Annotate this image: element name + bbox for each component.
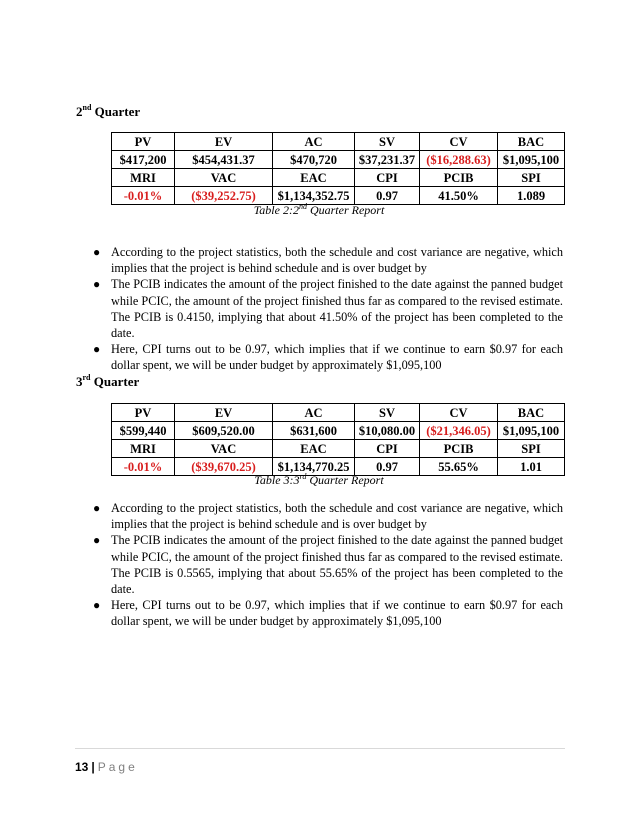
table-cell: BAC	[498, 404, 565, 422]
table-cell-negative: ($16,288.63)	[420, 151, 498, 169]
table-cell: CV	[420, 133, 498, 151]
table-caption	[0, 473, 638, 488]
table-row	[112, 422, 565, 440]
list-item	[93, 244, 563, 276]
table-cell: MRI	[112, 440, 175, 458]
caption-text: Quarter Report	[306, 473, 384, 487]
table-cell: EV	[175, 404, 273, 422]
table-header-row	[112, 404, 565, 422]
table-cell: $454,431.37	[175, 151, 273, 169]
table-cell: MRI	[112, 169, 175, 187]
list-item	[93, 500, 563, 532]
list-item	[93, 597, 563, 629]
caption-ordinal: rd	[299, 472, 307, 481]
table-cell: PCIB	[420, 440, 498, 458]
table-cell: 1.089	[498, 187, 565, 205]
table-cell: CPI	[355, 440, 420, 458]
bullet-icon: ●	[93, 533, 101, 548]
table-cell: EAC	[273, 440, 355, 458]
table-cell: $37,231.37	[355, 151, 420, 169]
table-cell: $10,080.00	[355, 422, 420, 440]
footer-divider	[75, 748, 565, 749]
bullet-text: The PCIB indicates the amount of the project finished to the date against the panned budget while PCIC, the amount of the project finished thus far as compared to the revised estimate. The PCIB is 0.4150, implying that about 41.50% of the project has been completed to the date.	[111, 277, 563, 341]
table-cell: BAC	[498, 133, 565, 151]
table-cell: $599,440	[112, 422, 175, 440]
caption-ordinal: nd	[298, 202, 307, 211]
footer-separator: |	[91, 760, 95, 774]
table-cell: $1,095,100	[498, 422, 565, 440]
bullet-icon: ●	[93, 598, 101, 613]
caption-prefix: Table 2:2	[253, 203, 299, 217]
table-cell: $1,095,100	[498, 151, 565, 169]
list-item	[93, 341, 563, 373]
table-cell: EV	[175, 133, 273, 151]
table-cell-negative: ($21,346.05)	[420, 422, 498, 440]
table-cell: SV	[355, 133, 420, 151]
list-item	[93, 276, 563, 341]
bullet-icon: ●	[93, 342, 101, 357]
table-row	[112, 187, 565, 205]
table-cell: 1.01	[498, 458, 565, 476]
table-cell: 41.50%	[420, 187, 498, 205]
heading-number: 2	[76, 104, 83, 119]
table-cell: PV	[112, 133, 175, 151]
table-cell: CPI	[355, 169, 420, 187]
quarter-report-table-3rd	[111, 403, 565, 476]
bullet-text: The PCIB indicates the amount of the project finished to the date against the panned budget while PCIC, the amount of the project finished thus far as compared to the revised estimate. The PCIB is 0.5565, implying that about 55.65% of the project has been completed to the date.	[111, 533, 563, 597]
list-item	[93, 532, 563, 597]
table-cell: VAC	[175, 169, 273, 187]
bullet-icon: ●	[93, 245, 101, 259]
bullet-icon: ●	[93, 277, 101, 292]
heading-ordinal: nd	[82, 103, 92, 112]
bullet-text: According to the project statistics, both the schedule and cost variance are negative, which implies that the project is behind schedule and is over budget by	[111, 245, 563, 276]
heading-ordinal: rd	[82, 373, 91, 382]
bullet-icon: ●	[93, 501, 101, 515]
page-footer	[75, 760, 138, 774]
table-cell: $1,134,770.25	[273, 458, 355, 476]
heading-text: Quarter	[93, 374, 140, 389]
table-cell: 0.97	[355, 458, 420, 476]
table-cell: $609,520.00	[175, 422, 273, 440]
table-row	[112, 151, 565, 169]
quarter-report-table-2nd	[111, 132, 565, 205]
table-cell: PCIB	[420, 169, 498, 187]
section-heading-2nd-quarter	[76, 104, 140, 120]
table-cell: $470,720	[273, 151, 355, 169]
table-cell: SPI	[498, 169, 565, 187]
bullet-text: According to the project statistics, both the schedule and cost variance are negative, which implies that the project is behind schedule and is over budget by	[111, 501, 563, 532]
table-cell: 0.97	[355, 187, 420, 205]
table-cell: $631,600	[273, 422, 355, 440]
table-header-row	[112, 169, 565, 187]
page-number: 13	[75, 760, 89, 774]
heading-number: 3	[76, 374, 83, 389]
table-cell: SPI	[498, 440, 565, 458]
caption-text: Quarter Report	[306, 203, 385, 217]
table-cell: SV	[355, 404, 420, 422]
table-cell: $1,134,352.75	[273, 187, 355, 205]
table-cell: AC	[273, 133, 355, 151]
table-cell-negative: -0.01%	[112, 187, 175, 205]
table-cell: PV	[112, 404, 175, 422]
table-cell-negative: ($39,252.75)	[175, 187, 273, 205]
heading-text: Quarter	[94, 104, 141, 119]
bullet-text: Here, CPI turns out to be 0.97, which implies that if we continue to earn $0.97 for each dollar spent, we will be under budget by approximately $1,095,100	[111, 598, 563, 629]
section-heading-3rd-quarter	[76, 374, 139, 390]
bullet-list	[93, 244, 563, 374]
table-cell: CV	[420, 404, 498, 422]
table-cell-negative: -0.01%	[112, 458, 175, 476]
page-label: Page	[97, 760, 138, 774]
bullet-text: Here, CPI turns out to be 0.97, which implies that if we continue to earn $0.97 for each dollar spent, we will be under budget by approximately $1,095,100	[111, 342, 563, 373]
table-header-row	[112, 440, 565, 458]
table-cell: 55.65%	[420, 458, 498, 476]
caption-prefix: Table 3:3	[254, 473, 300, 487]
table-cell: $417,200	[112, 151, 175, 169]
table-cell: VAC	[175, 440, 273, 458]
table-cell: AC	[273, 404, 355, 422]
table-caption	[0, 203, 638, 218]
bullet-list	[93, 500, 563, 630]
table-header-row	[112, 133, 565, 151]
table-cell-negative: ($39,670.25)	[175, 458, 273, 476]
table-cell: EAC	[273, 169, 355, 187]
